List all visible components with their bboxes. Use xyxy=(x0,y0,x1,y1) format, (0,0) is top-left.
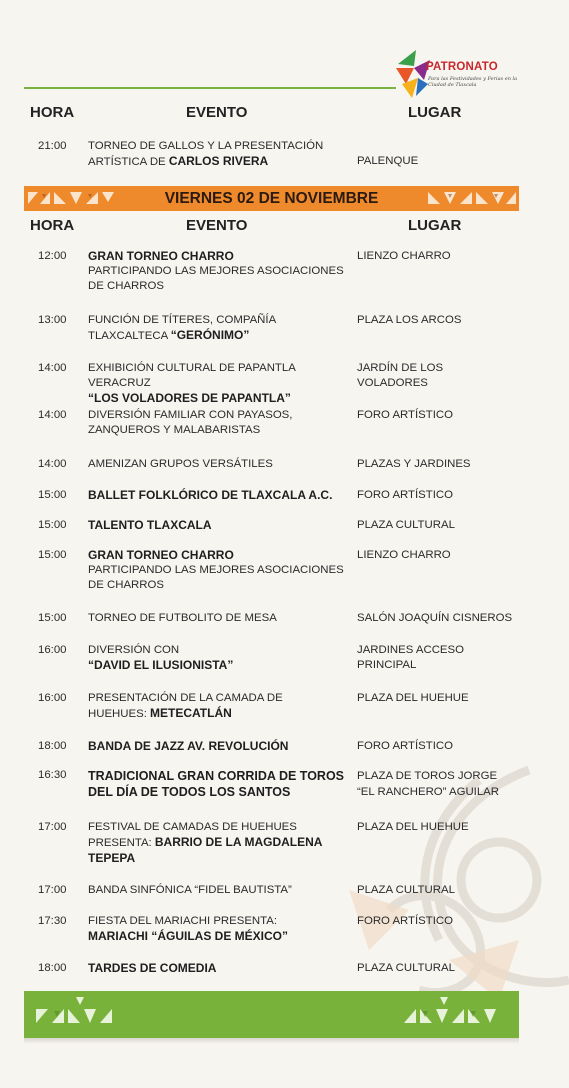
row-event-bold: MARIACHI “ÁGUILAS DE MÉXICO” xyxy=(88,929,289,943)
row-place: PLAZA LOS ARCOS xyxy=(357,314,462,326)
row-event-line: PRESENTACIÓN DE LA CAMADA DE xyxy=(88,692,283,704)
row-event-title: TARDES DE COMEDIA xyxy=(88,961,217,975)
row-event xyxy=(88,408,352,438)
day-banner-title: VIERNES 02 DE NOVIEMBRE xyxy=(164,190,379,207)
row-time: 16:30 xyxy=(38,769,67,781)
row-event-line: DIVERSIÓN CON xyxy=(88,644,180,656)
row-event-title: TALENTO TLAXCALA xyxy=(88,518,212,532)
row-event-title: BALLET FOLKLÓRICO DE TLAXCALA A.C. xyxy=(88,488,333,502)
row-event-line: FUNCIÓN DE TÍTERES, COMPAÑÍA xyxy=(88,314,277,326)
row-time: 17:30 xyxy=(38,915,67,927)
row-place: PLAZA DEL HUEHUE xyxy=(357,692,469,704)
logo-subtitle: Para las Festividades y Ferias en la Ciudad de Tlaxcala xyxy=(428,76,518,88)
row-event xyxy=(88,643,352,673)
row-place: SALÓN JOAQUÍN CISNEROS xyxy=(357,612,513,624)
footer-band xyxy=(24,991,519,1038)
row-event-detail: PARTICIPANDO LAS MEJORES ASOCIACIONES DE CHARROS xyxy=(88,265,344,292)
header-lugar-2: LUGAR xyxy=(408,217,462,234)
footer-pattern-icon xyxy=(24,991,519,1038)
header-lugar: LUGAR xyxy=(408,104,462,121)
row-event: AMENIZAN GRUPOS VERSÁTILES xyxy=(88,458,273,470)
row-place: FORO ARTÍSTICO xyxy=(357,409,453,421)
row-event-title: BANDA DE JAZZ AV. REVOLUCIÓN xyxy=(88,739,289,753)
row-event-bold: “LOS VOLADORES DE PAPANTLA” xyxy=(88,391,291,405)
row-event-line: FESTIVAL DE CAMADAS DE HUEHUES xyxy=(88,821,297,833)
row-place: PALENQUE xyxy=(357,155,419,167)
row-event-prefix: PRESENTA: xyxy=(88,837,155,849)
day-banner xyxy=(24,186,519,211)
footer-shadow xyxy=(24,1038,519,1044)
row-event-bold: “GERÓNIMO” xyxy=(170,328,250,342)
row-time: 15:00 xyxy=(38,489,67,501)
row-place: JARDINES ACCESO PRINCIPAL xyxy=(357,644,464,671)
row-event-bold: “DAVID EL ILUSIONISTA” xyxy=(88,658,234,672)
row-time: 15:00 xyxy=(38,519,67,531)
patronato-logo-mark-icon xyxy=(396,50,430,98)
row-event: TORNEO DE FUTBOLITO DE MESA xyxy=(88,612,277,624)
row-event-bold: METECATLÁN xyxy=(150,706,232,720)
row-place: LIENZO CHARRO xyxy=(357,250,451,262)
row-place: PLAZA DE TOROS JORGE “EL RANCHERO” AGUILAR xyxy=(357,770,499,798)
row-time: 16:00 xyxy=(38,692,67,704)
row-time: 18:00 xyxy=(38,962,67,974)
row-event-bold: CARLOS RIVERA xyxy=(168,154,269,168)
row-place: PLAZA CULTURAL xyxy=(357,962,455,974)
row-event-line: ZANQUEROS Y MALABARISTAS xyxy=(88,424,261,436)
row-event-bold: BARRIO DE LA MAGDALENA TEPEPA xyxy=(88,835,322,865)
row-event xyxy=(88,691,352,722)
row-event xyxy=(88,820,352,867)
row-time: 17:00 xyxy=(38,884,67,896)
row-event-title: GRAN TORNEO CHARRO xyxy=(88,249,234,263)
row-event xyxy=(88,548,352,593)
row-event xyxy=(88,313,352,344)
row-time: 16:00 xyxy=(38,644,67,656)
row-place: PLAZAS Y JARDINES xyxy=(357,458,471,470)
row-event-line: EXHIBICIÓN CULTURAL DE PAPANTLA VERACRUZ xyxy=(88,362,296,389)
header-hora-2: HORA xyxy=(30,217,75,234)
row-event-prefix: HUEHUES: xyxy=(88,708,151,720)
row-place: FORO ARTÍSTICO xyxy=(357,915,453,927)
patronato-logo xyxy=(396,46,522,102)
row-event xyxy=(88,361,352,406)
row-event-title: TRADICIONAL GRAN CORRIDA DE TOROS DEL DÍA DE TODOS LOS SANTOS xyxy=(88,769,345,799)
row-place: PLAZA CULTURAL xyxy=(357,519,455,531)
row-place: LIENZO CHARRO xyxy=(357,549,451,561)
header-hora: HORA xyxy=(30,104,75,121)
row-event-prefix: ARTÍSTICA DE xyxy=(88,156,169,168)
row-place: JARDÍN DE LOS VOLADORES xyxy=(357,362,444,389)
header-rule xyxy=(24,87,396,89)
row-place: FORO ARTÍSTICO xyxy=(357,489,453,501)
row-time: 14:00 xyxy=(38,458,67,470)
row-time: 15:00 xyxy=(38,549,67,561)
row-place: PLAZA DEL HUEHUE xyxy=(357,821,469,833)
row-time: 13:00 xyxy=(38,314,67,326)
row-time: 17:00 xyxy=(38,821,67,833)
row-event-line: FIESTA DEL MARIACHI PRESENTA: xyxy=(88,915,278,927)
row-time: 14:00 xyxy=(38,409,67,421)
row-time: 12:00 xyxy=(38,250,67,262)
row-event-prefix: TLAXCALTECA xyxy=(88,330,171,342)
row-time: 15:00 xyxy=(38,612,67,624)
row-event-line: DIVERSIÓN FAMILIAR CON PAYASOS, xyxy=(88,409,293,421)
row-time: 14:00 xyxy=(38,362,67,374)
row-event-detail: PARTICIPANDO LAS MEJORES ASOCIACIONES DE CHARROS xyxy=(88,564,344,591)
row-event xyxy=(88,914,352,944)
row-place: PLAZA CULTURAL xyxy=(357,884,455,896)
row-event xyxy=(88,249,352,294)
header-evento: EVENTO xyxy=(186,104,248,121)
row-time: 21:00 xyxy=(38,140,67,152)
row-time: 18:00 xyxy=(38,740,67,752)
row-place: FORO ARTÍSTICO xyxy=(357,740,453,752)
row-event-line: TORNEO DE GALLOS Y LA PRESENTACIÓN xyxy=(88,140,324,152)
row-event-title: GRAN TORNEO CHARRO xyxy=(88,548,234,562)
row-event xyxy=(88,139,352,170)
row-event: BANDA SINFÓNICA “FIDEL BAUTISTA” xyxy=(88,884,292,896)
logo-word: PATRONATO xyxy=(426,61,498,73)
header-evento-2: EVENTO xyxy=(186,217,248,234)
